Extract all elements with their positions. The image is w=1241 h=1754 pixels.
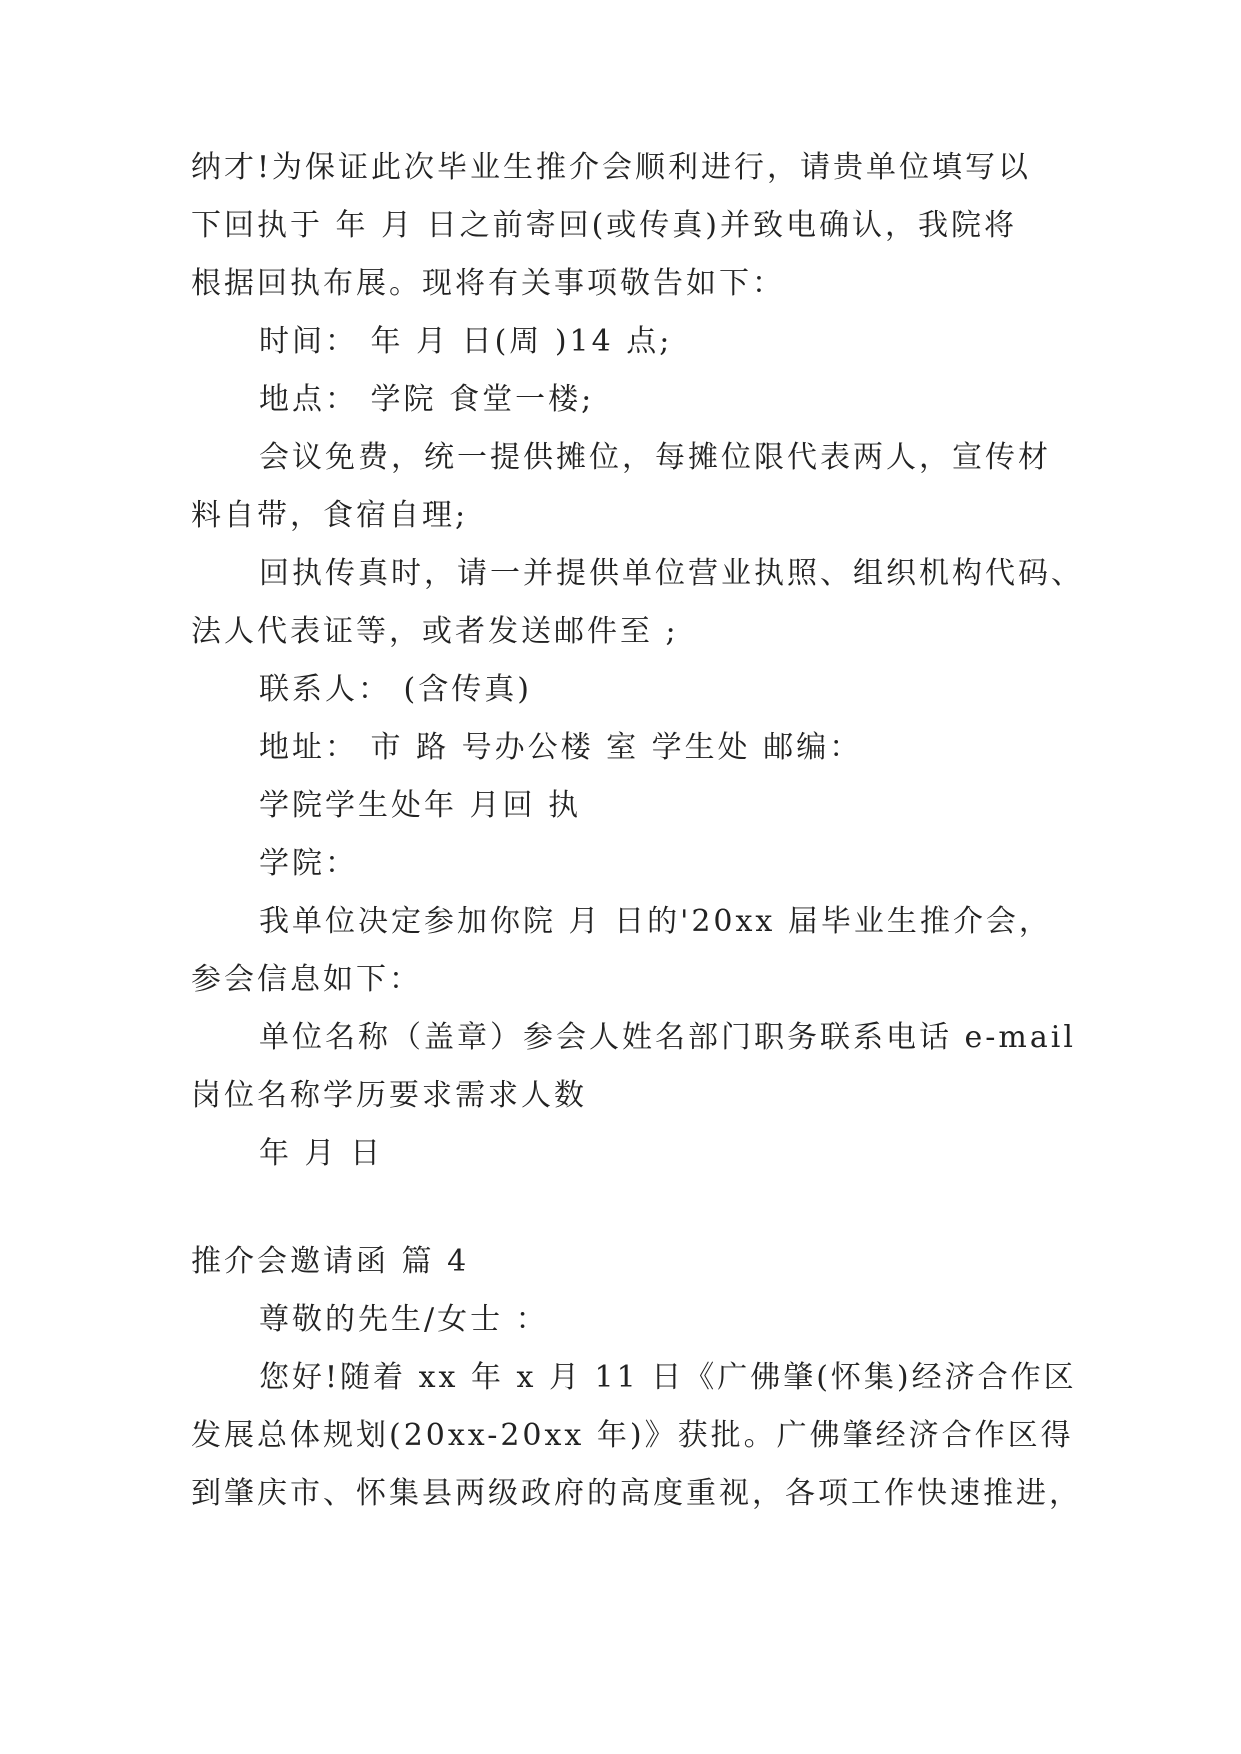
recipient-line: 学院： <box>259 846 358 881</box>
paragraph-line: 下回执于 年 月 日之前寄回(或传真)并致电确认，我院将 <box>191 208 1018 243</box>
paragraph-line: 到肇庆市、怀集县两级政府的高度重视，各项工作快速推进， <box>191 1476 1082 1511</box>
paragraph-line: 您好!随着 xx 年 x 月 11 日《广佛肇(怀集)经济合作区 <box>259 1360 1077 1395</box>
paragraph-line: 我单位决定参加你院 月 日的'20xx 届毕业生推介会， <box>259 904 1052 939</box>
signature-line: 学院学生处年 月回 执 <box>259 788 582 823</box>
salutation-line: 尊敬的先生/女士 ： <box>259 1302 549 1337</box>
paragraph-line: 纳才!为保证此次毕业生推介会顺利进行，请贵单位填写以 <box>191 150 1032 185</box>
paragraph-line: 回执传真时，请一并提供单位营业执照、组织机构代码、 <box>259 556 1084 591</box>
date-line: 年 月 日 <box>259 1136 384 1171</box>
paragraph-line: 发展总体规划(20xx-20xx 年)》获批。广佛肇经济合作区得 <box>191 1418 1074 1453</box>
form-fields-line: 单位名称（盖章）参会人姓名部门职务联系电话 e-mail <box>259 1020 1076 1055</box>
paragraph-line: 根据回执布展。现将有关事项敬告如下： <box>191 266 785 301</box>
paragraph-line: 参会信息如下： <box>191 962 422 997</box>
contact-line: 联系人： (含传真) <box>259 672 532 707</box>
address-line: 地址： 市 路 号办公楼 室 学生处 邮编： <box>259 730 863 765</box>
location-line: 地点： 学院 食堂一楼; <box>259 382 595 417</box>
paragraph-line: 料自带，食宿自理; <box>191 498 469 533</box>
section-heading: 推介会邀请函 篇 4 <box>191 1244 470 1279</box>
form-fields-line: 岗位名称学历要求需求人数 <box>191 1078 587 1113</box>
paragraph-line: 法人代表证等，或者发送邮件至 ; <box>191 614 679 649</box>
paragraph-line: 会议免费，统一提供摊位，每摊位限代表两人，宣传材 <box>259 440 1051 475</box>
time-line: 时间： 年 月 日(周 )14 点; <box>259 324 673 359</box>
